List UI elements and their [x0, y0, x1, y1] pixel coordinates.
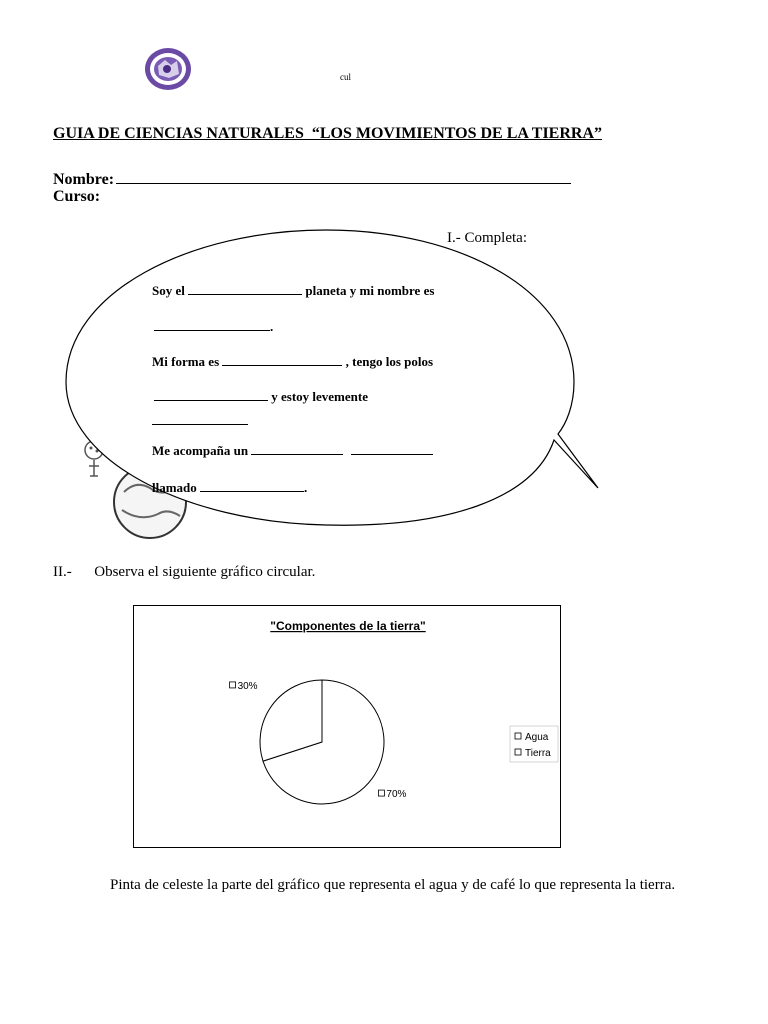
blank-planet-name[interactable] — [154, 318, 270, 331]
school-logo — [143, 46, 193, 92]
blank-companion-2[interactable] — [351, 442, 433, 455]
fill-line-1 — [152, 282, 434, 299]
section1-heading: I.- Completa: — [447, 230, 527, 246]
svg-text:Agua: Agua — [525, 732, 549, 743]
fill-line-6-text-a: llamado — [152, 480, 197, 495]
blank-shape[interactable] — [222, 353, 342, 366]
fill-line-5 — [152, 442, 433, 459]
fill-line-4-text-b: y estoy levemente — [271, 389, 368, 404]
blank-flattened[interactable] — [152, 412, 248, 425]
blank-companion-1[interactable] — [251, 442, 343, 455]
pie-chart — [134, 606, 560, 847]
fill-line-6-end: . — [304, 480, 308, 495]
nombre-field[interactable] — [53, 168, 571, 189]
fill-line-2 — [152, 318, 273, 335]
svg-text:Tierra: Tierra — [525, 748, 551, 759]
fill-line-3-text-b: , tengo los polos — [345, 354, 434, 369]
fill-line-2-end: . — [270, 319, 274, 334]
page-title: GUIA DE CIENCIAS NATURALES “LOS MOVIMIENTOS DE LA TIERRA” — [53, 125, 603, 142]
fill-line-3 — [152, 353, 433, 370]
fill-line-4 — [152, 388, 368, 405]
nombre-label: Nombre: — [53, 171, 115, 188]
blank-moon-name[interactable] — [200, 479, 304, 492]
svg-text:30%: 30% — [237, 680, 258, 692]
section2-number: II.- — [53, 564, 72, 580]
section2-heading — [53, 564, 315, 581]
chart-title: "Componentes de la tierra" — [270, 619, 426, 633]
fill-line-6 — [152, 479, 307, 496]
pie-chart-frame — [133, 605, 561, 848]
nombre-blank[interactable] — [116, 168, 571, 184]
svg-text:70%: 70% — [386, 789, 407, 801]
fill-line-5-text-a: Me acompaña un — [152, 443, 249, 458]
section2-text: Observa el siguiente gráfico circular. — [94, 564, 316, 580]
data-label-tierra — [230, 681, 258, 692]
curso-label: Curso: — [53, 188, 101, 205]
fill-line-3-text-a: Mi forma es — [152, 354, 220, 369]
data-label-agua — [378, 789, 406, 800]
instruction-text: Pinta de celeste la parte del gráfico que representa el agua y de café lo que representa la tierra. — [110, 877, 676, 893]
fill-line-1-text-b: planeta y mi nombre es — [305, 283, 435, 298]
blank-poles[interactable] — [154, 388, 268, 401]
speech-bubble — [64, 228, 604, 532]
fill-line-1-text-a: Soy el — [152, 283, 185, 298]
fill-line-4-continuation — [152, 412, 248, 429]
header-tiny-text: cul — [340, 72, 351, 82]
blank-planet-number[interactable] — [188, 282, 302, 295]
